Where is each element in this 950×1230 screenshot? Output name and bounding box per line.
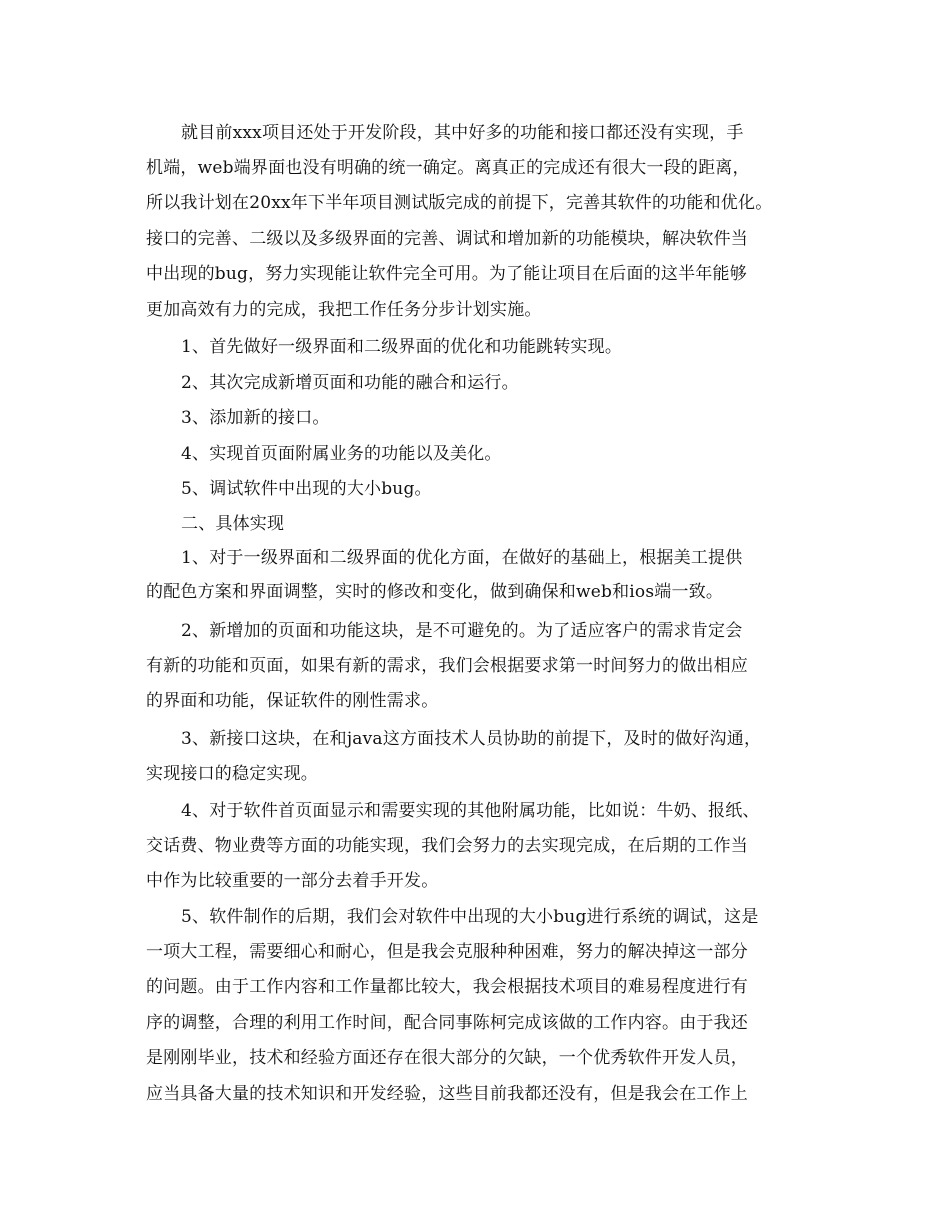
paragraph-line: 的问题。由于工作内容和工作量都比较大，我会根据技术项目的难易程度进行有 (146, 977, 748, 997)
paragraph-line: 应当具备大量的技术知识和开发经验，这些目前我都还没有，但是我会在工作上 (146, 1084, 748, 1104)
paragraph-line: 就目前xxx项目还处于开发阶段，其中好多的功能和接口都还没有实现，手 (181, 123, 744, 143)
paragraph-line: 3、新接口这块，在和java这方面技术人员协助的前提下，及时的做好沟通， (181, 729, 762, 749)
paragraph-line: 5、软件制作的后期，我们会对软件中出现的大小bug进行系统的调试，这是 (181, 907, 759, 927)
list-item: 4、实现首页面附属业务的功能以及美化。 (181, 444, 502, 464)
paragraph-line: 实现接口的稳定实现。 (146, 764, 318, 784)
list-item: 5、调试软件中出现的大小bug。 (181, 479, 432, 499)
paragraph-line: 机端，web端界面也没有明确的统一确定。离真正的完成还有很大一段的距离， (146, 158, 750, 178)
paragraph-line: 一项大工程，需要细心和耐心，但是我会克服种种困难，努力的解决掉这一部分 (146, 942, 748, 962)
paragraph-line: 所以我计划在20xx年下半年项目测试版完成的前提下，完善其软件的功能和优化。 (146, 193, 773, 213)
paragraph-line: 有新的功能和页面，如果有新的需求，我们会根据要求第一时间努力的做出相应 (146, 656, 748, 676)
paragraph-line: 中出现的bug，努力实现能让软件完全可用。为了能让项目在后面的这半年能够 (146, 264, 747, 284)
list-item: 1、首先做好一级界面和二级界面的优化和功能跳转实现。 (181, 337, 623, 357)
list-item: 3、添加新的接口。 (181, 408, 330, 428)
paragraph-line: 2、新增加的页面和功能这块，是不可避免的。为了适应客户的需求肯定会 (181, 621, 743, 641)
paragraph-line: 更加高效有力的完成，我把工作任务分步计划实施。 (146, 300, 542, 320)
paragraph-line: 的界面和功能，保证软件的刚性需求。 (146, 691, 439, 711)
paragraph-line: 接口的完善、二级以及多级界面的完善、调试和增加新的功能模块，解决软件当 (146, 229, 748, 249)
paragraph-line: 是刚刚毕业，技术和经验方面还存在很大部分的欠缺，一个优秀软件开发人员， (146, 1048, 748, 1068)
paragraph-line: 中作为比较重要的一部分去着手开发。 (146, 871, 439, 891)
list-item: 2、其次完成新增页面和功能的融合和运行。 (181, 373, 519, 393)
paragraph-line: 交话费、物业费等方面的功能实现，我们会努力的去实现完成，在后期的工作当 (146, 836, 748, 856)
section-heading: 二、具体实现 (181, 514, 285, 534)
paragraph-line: 的配色方案和界面调整，实时的修改和变化，做到确保和web和ios端一致。 (146, 582, 724, 602)
paragraph-line: 4、对于软件首页面显示和需要实现的其他附属功能，比如说：牛奶、报纸、 (181, 801, 760, 821)
paragraph-line: 序的调整，合理的利用工作时间，配合同事陈柯完成该做的工作内容。由于我还 (146, 1013, 748, 1033)
paragraph-line: 1、对于一级界面和二级界面的优化方面，在做好的基础上，根据美工提供 (181, 548, 743, 568)
